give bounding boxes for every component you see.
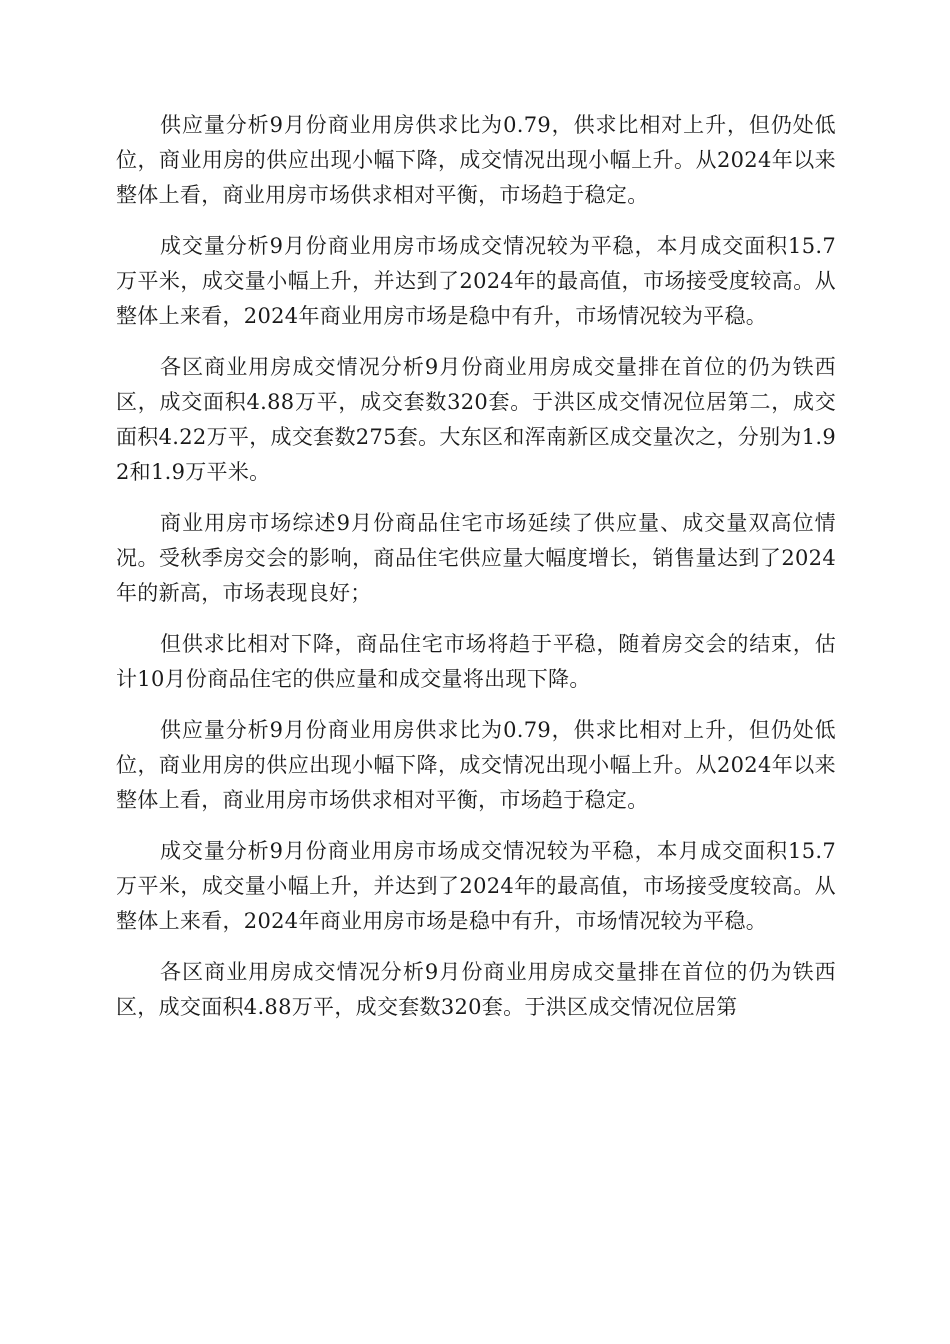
paragraph: 商业用房市场综述9月份商品住宅市场延续了供应量、成交量双高位情况。受秋季房交会的影响，商品住宅供应量大幅度增长，销售量达到了2024年的新高，市场表现良好； xyxy=(116,511,836,605)
paragraph: 供应量分析9月份商业用房供求比为0.79，供求比相对上升，但仍处低位，商业用房的供应出现小幅下降，成交情况出现小幅上升。从2024年以来整体上看，商业用房市场供求相对平衡，市场趋于稳定。 xyxy=(116,113,836,207)
document-body xyxy=(116,108,836,1041)
paragraph: 各区商业用房成交情况分析9月份商业用房成交量排在首位的仍为铁西区，成交面积4.88万平，成交套数320套。于洪区成交情况位居第二，成交面积4.22万平，成交套数275套。大东区和浑南新区成交量次之，分别为1.92和1.9万平米。 xyxy=(116,355,836,484)
paragraph: 成交量分析9月份商业用房市场成交情况较为平稳，本月成交面积15.7万平米，成交量小幅上升，并达到了2024年的最高值，市场接受度较高。从整体上来看，2024年商业用房市场是稳中有升，市场情况较为平稳。 xyxy=(116,839,836,933)
paragraph: 但供求比相对下降，商品住宅市场将趋于平稳，随着房交会的结束，估计10月份商品住宅的供应量和成交量将出现下降。 xyxy=(116,632,836,691)
paragraph: 成交量分析9月份商业用房市场成交情况较为平稳，本月成交面积15.7万平米，成交量小幅上升，并达到了2024年的最高值，市场接受度较高。从整体上来看，2024年商业用房市场是稳中有升，市场情况较为平稳。 xyxy=(116,234,836,328)
paragraph: 供应量分析9月份商业用房供求比为0.79，供求比相对上升，但仍处低位，商业用房的供应出现小幅下降，成交情况出现小幅上升。从2024年以来整体上看，商业用房市场供求相对平衡，市场趋于稳定。 xyxy=(116,718,836,812)
paragraph: 各区商业用房成交情况分析9月份商业用房成交量排在首位的仍为铁西区，成交面积4.88万平，成交套数320套。于洪区成交情况位居第 xyxy=(116,960,836,1019)
